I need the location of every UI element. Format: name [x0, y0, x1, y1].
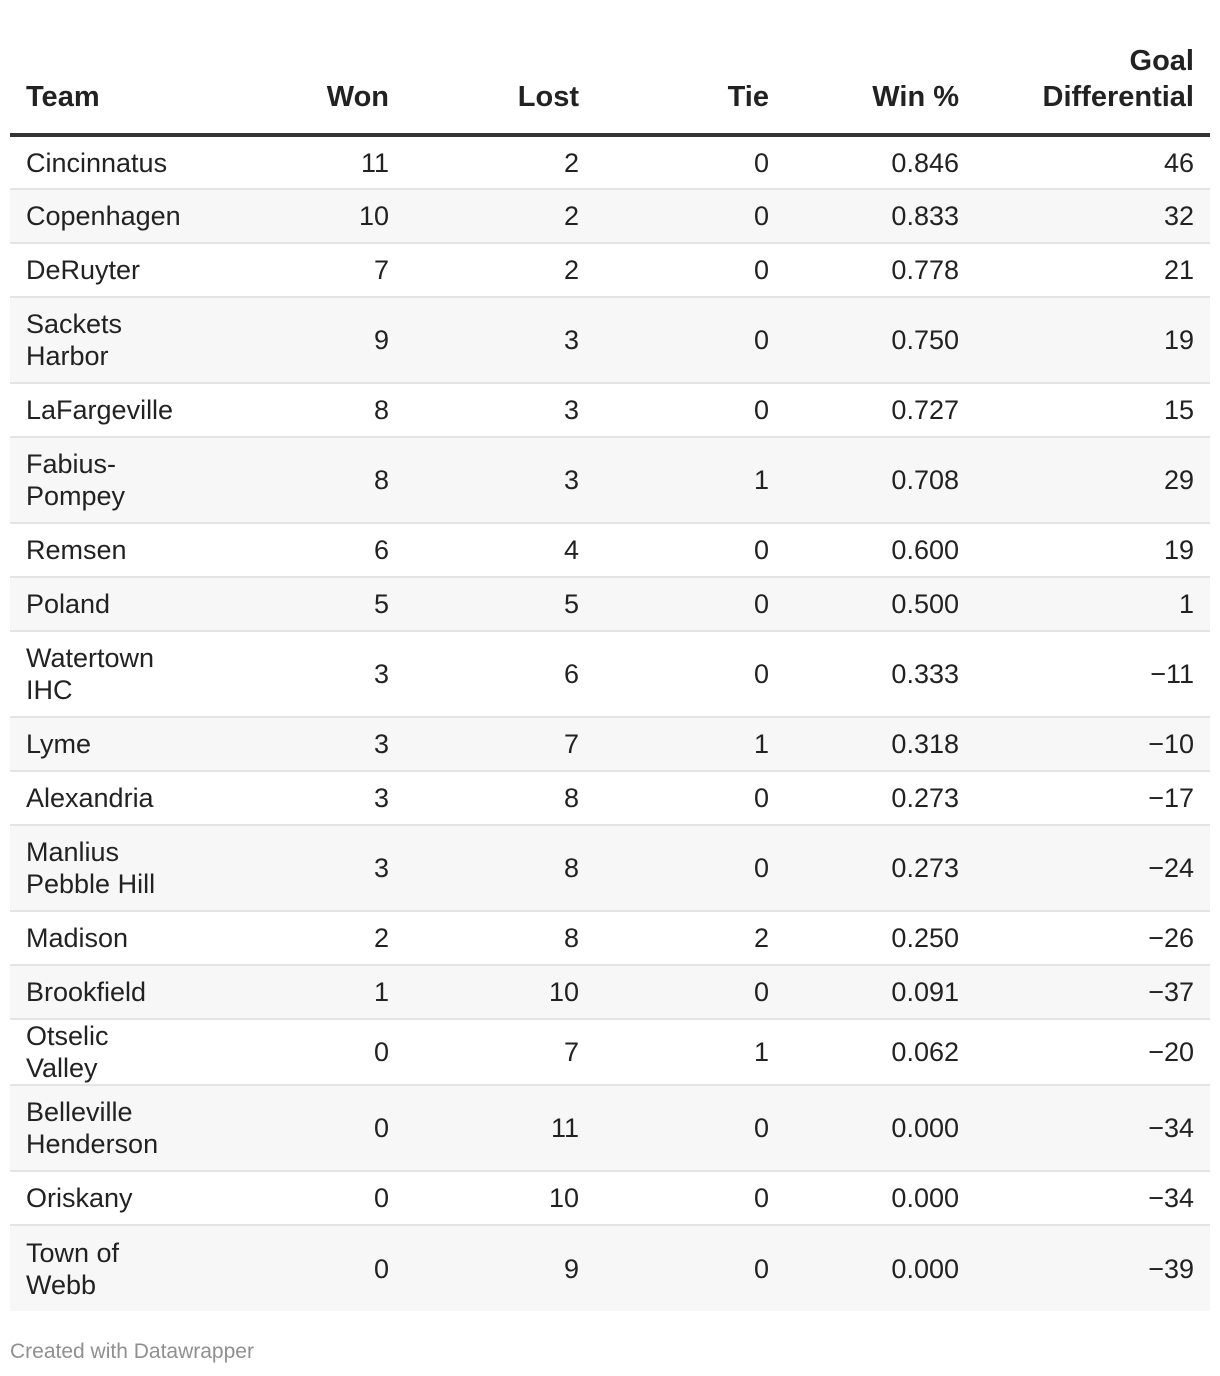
win-pct-cell: 0.708 [785, 437, 975, 523]
lost-cell: 4 [405, 523, 595, 577]
team-name: Town of Webb [26, 1237, 120, 1300]
team-name: Poland [26, 589, 111, 619]
tie-cell: 0 [595, 1085, 785, 1171]
team-cell [10, 577, 215, 631]
team-cell [10, 771, 215, 825]
table-row [10, 1019, 1210, 1085]
win-pct-cell: 0.000 [785, 1171, 975, 1225]
team-cell [10, 243, 215, 297]
lost-cell: 8 [405, 825, 595, 911]
team-cell [10, 383, 215, 437]
lost-cell: 10 [405, 1171, 595, 1225]
won-cell: 0 [215, 1019, 405, 1085]
tie-cell: 0 [595, 189, 785, 243]
goal-differential-cell: 29 [975, 437, 1210, 523]
table-row [10, 1171, 1210, 1225]
table-row [10, 135, 1210, 189]
won-cell: 0 [215, 1171, 405, 1225]
tie-cell: 0 [595, 631, 785, 717]
team-cell [10, 911, 215, 965]
won-cell: 3 [215, 771, 405, 825]
table-row [10, 911, 1210, 965]
win-pct-cell: 0.500 [785, 577, 975, 631]
goal-differential-cell: 32 [975, 189, 1210, 243]
table-row [10, 1085, 1210, 1171]
tie-cell: 0 [595, 1171, 785, 1225]
team-name: Brookfield [26, 977, 147, 1007]
goal-differential-cell: −34 [975, 1085, 1210, 1171]
column-header-won[interactable]: Won [215, 0, 405, 135]
tie-cell: 0 [595, 1225, 785, 1311]
team-cell [10, 717, 215, 771]
table-row [10, 297, 1210, 383]
team-name: Belleville Henderson [26, 1097, 159, 1159]
lost-cell: 11 [405, 1085, 595, 1171]
lost-cell: 2 [405, 135, 595, 189]
goal-differential-cell: −39 [975, 1225, 1210, 1311]
tie-cell: 0 [595, 825, 785, 911]
win-pct-cell: 0.318 [785, 717, 975, 771]
table-row [10, 383, 1210, 437]
won-cell: 0 [215, 1225, 405, 1311]
table-row [10, 577, 1210, 631]
tie-cell: 0 [595, 135, 785, 189]
win-pct-cell: 0.333 [785, 631, 975, 717]
column-header-tie[interactable]: Tie [595, 0, 785, 135]
win-pct-cell: 0.833 [785, 189, 975, 243]
table-row [10, 243, 1210, 297]
team-cell [10, 1171, 215, 1225]
column-header-lost[interactable]: Lost [405, 0, 595, 135]
goal-differential-cell: −11 [975, 631, 1210, 717]
team-name: Copenhagen [26, 201, 181, 231]
goal-differential-cell: −17 [975, 771, 1210, 825]
goal-differential-cell: −10 [975, 717, 1210, 771]
win-pct-cell: 0.091 [785, 965, 975, 1019]
table-row [10, 523, 1210, 577]
goal-differential-cell: 19 [975, 523, 1210, 577]
table-row [10, 965, 1210, 1019]
won-cell: 8 [215, 437, 405, 523]
goal-differential-cell: −34 [975, 1171, 1210, 1225]
tie-cell: 1 [595, 437, 785, 523]
team-name: Watertown IHC [26, 643, 155, 705]
won-cell: 0 [215, 1085, 405, 1171]
win-pct-cell: 0.062 [785, 1019, 975, 1085]
win-pct-cell: 0.778 [785, 243, 975, 297]
goal-differential-cell: −20 [975, 1019, 1210, 1085]
goal-differential-cell: 21 [975, 243, 1210, 297]
table-row [10, 1225, 1210, 1311]
team-cell [10, 825, 215, 911]
team-cell [10, 1225, 215, 1311]
lost-cell: 3 [405, 383, 595, 437]
table-row [10, 437, 1210, 523]
datawrapper-credit[interactable]: Created with Datawrapper [10, 1340, 254, 1363]
tie-cell: 0 [595, 771, 785, 825]
won-cell: 8 [215, 383, 405, 437]
tie-cell: 2 [595, 911, 785, 965]
won-cell: 3 [215, 717, 405, 771]
tie-cell: 0 [595, 577, 785, 631]
lost-cell: 2 [405, 243, 595, 297]
won-cell: 2 [215, 911, 405, 965]
goal-differential-cell: 15 [975, 383, 1210, 437]
table-row [10, 717, 1210, 771]
win-pct-cell: 0.250 [785, 911, 975, 965]
goal-differential-cell: −24 [975, 825, 1210, 911]
table-row [10, 631, 1210, 717]
win-pct-cell: 0.600 [785, 523, 975, 577]
tie-cell: 1 [595, 1019, 785, 1085]
lost-cell: 8 [405, 771, 595, 825]
tie-cell: 0 [595, 965, 785, 1019]
team-cell [10, 965, 215, 1019]
table-row [10, 771, 1210, 825]
team-cell [10, 189, 215, 243]
team-cell [10, 297, 215, 383]
standings-table-container [10, 0, 1210, 1311]
goal-differential-cell: 46 [975, 135, 1210, 189]
lost-cell: 10 [405, 965, 595, 1019]
goal-differential-cell: 19 [975, 297, 1210, 383]
win-pct-cell: 0.273 [785, 825, 975, 911]
goal-differential-header-text: Goal Differential [1042, 45, 1194, 113]
team-name: DeRuyter [26, 255, 141, 285]
standings-table [10, 0, 1210, 1311]
tie-cell: 0 [595, 383, 785, 437]
column-header-goal-differential[interactable] [975, 0, 1210, 135]
table-row [10, 825, 1210, 911]
table-body [10, 135, 1210, 1311]
lost-cell: 6 [405, 631, 595, 717]
won-cell: 5 [215, 577, 405, 631]
team-name: Remsen [26, 535, 127, 565]
lost-cell: 9 [405, 1225, 595, 1311]
team-name: Manlius Pebble Hill [26, 837, 156, 899]
lost-cell: 5 [405, 577, 595, 631]
won-cell: 7 [215, 243, 405, 297]
column-header-team[interactable]: Team [10, 0, 215, 135]
goal-differential-cell: −37 [975, 965, 1210, 1019]
won-cell: 1 [215, 965, 405, 1019]
team-name: LaFargeville [26, 395, 174, 425]
team-name: Lyme [26, 729, 92, 759]
tie-cell: 0 [595, 523, 785, 577]
won-cell: 3 [215, 631, 405, 717]
table-row [10, 189, 1210, 243]
table-header-row [10, 0, 1210, 135]
team-name: Cincinnatus [26, 147, 168, 178]
goal-differential-cell: 1 [975, 577, 1210, 631]
won-cell: 9 [215, 297, 405, 383]
team-cell [10, 437, 215, 523]
team-name: Fabius-Pompey [26, 449, 126, 511]
won-cell: 10 [215, 189, 405, 243]
team-name: Alexandria [26, 783, 154, 813]
team-cell [10, 1019, 215, 1085]
win-pct-cell: 0.846 [785, 135, 975, 189]
team-name: Madison [26, 923, 129, 953]
tie-cell: 0 [595, 243, 785, 297]
lost-cell: 8 [405, 911, 595, 965]
team-cell [10, 631, 215, 717]
team-cell [10, 1085, 215, 1171]
team-name: Sackets Harbor [26, 309, 123, 371]
win-pct-cell: 0.000 [785, 1085, 975, 1171]
won-cell: 3 [215, 825, 405, 911]
lost-cell: 2 [405, 189, 595, 243]
win-pct-cell: 0.750 [785, 297, 975, 383]
win-pct-cell: 0.273 [785, 771, 975, 825]
team-name: Otselic Valley [26, 1021, 109, 1083]
tie-cell: 0 [595, 297, 785, 383]
tie-cell: 1 [595, 717, 785, 771]
team-name: Oriskany [26, 1183, 133, 1213]
team-cell [10, 135, 215, 189]
lost-cell: 3 [405, 297, 595, 383]
win-pct-cell: 0.727 [785, 383, 975, 437]
won-cell: 11 [215, 135, 405, 189]
team-cell [10, 523, 215, 577]
lost-cell: 7 [405, 717, 595, 771]
won-cell: 6 [215, 523, 405, 577]
lost-cell: 3 [405, 437, 595, 523]
goal-differential-cell: −26 [975, 911, 1210, 965]
win-pct-cell: 0.000 [785, 1225, 975, 1311]
column-header-win-pct[interactable]: Win % [785, 0, 975, 135]
lost-cell: 7 [405, 1019, 595, 1085]
